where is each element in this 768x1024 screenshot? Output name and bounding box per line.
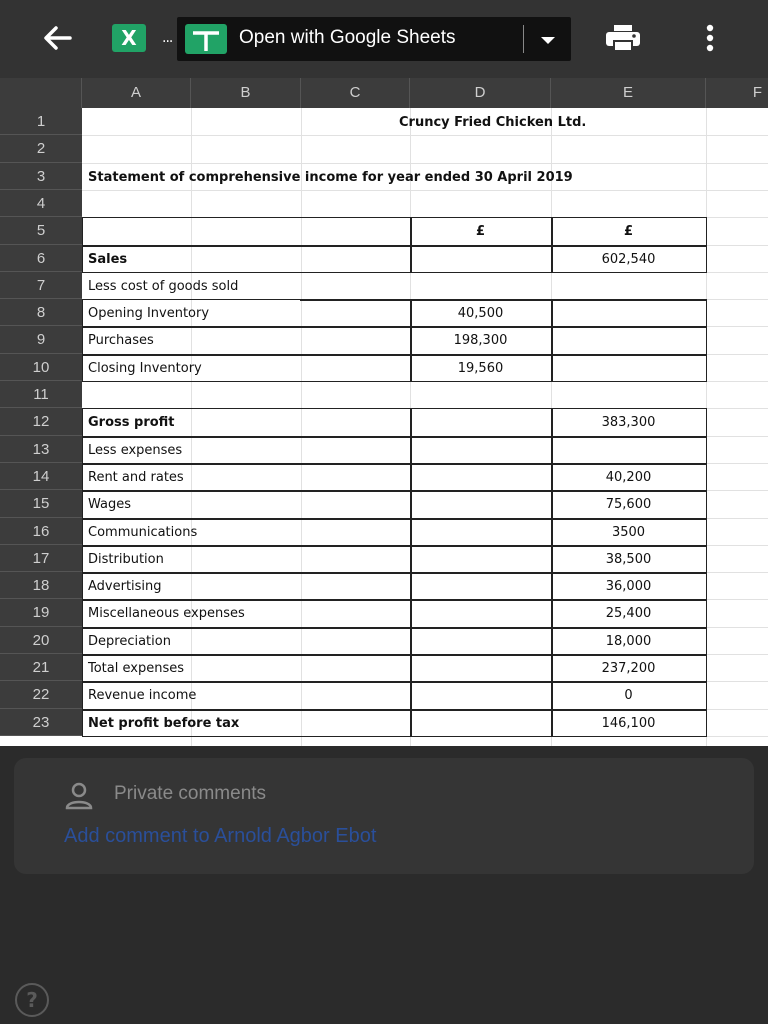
table-border	[82, 518, 706, 520]
corner-cell	[0, 78, 82, 108]
line-label-cell[interactable]: Opening Inventory	[88, 306, 210, 321]
amount-cell-e[interactable]: 383,300	[601, 415, 656, 430]
row-header[interactable]: 21	[0, 654, 82, 681]
line-label-cell[interactable]: Gross profit	[88, 415, 175, 430]
amount-cell-e[interactable]: 0	[624, 688, 633, 703]
back-arrow-icon[interactable]	[40, 22, 76, 54]
line-label-cell[interactable]: Purchases	[88, 333, 154, 348]
row-header[interactable]: 11	[0, 381, 82, 408]
table-border	[82, 545, 706, 547]
spreadsheet	[0, 78, 768, 746]
row-header[interactable]: 19	[0, 599, 82, 627]
table-border	[82, 654, 706, 656]
table-border	[82, 572, 706, 574]
amount-cell-e[interactable]: 237,200	[601, 661, 656, 676]
open-with-label: Open with Google Sheets	[239, 27, 456, 48]
table-border	[82, 245, 706, 247]
private-comments-label: Private comments	[114, 783, 267, 804]
currency-header-e[interactable]: £	[623, 224, 634, 239]
line-label-cell[interactable]: Total expenses	[88, 661, 184, 676]
row-header[interactable]: 18	[0, 572, 82, 599]
row-header[interactable]: 16	[0, 518, 82, 545]
row-header[interactable]: 17	[0, 545, 82, 572]
row-header[interactable]: 6	[0, 245, 82, 272]
column-header-a[interactable]: A	[82, 78, 191, 108]
row-header[interactable]: 8	[0, 299, 82, 326]
print-icon[interactable]	[603, 22, 643, 54]
line-label-cell[interactable]: Rent and rates	[88, 470, 184, 485]
line-label-cell[interactable]: Depreciation	[88, 634, 171, 649]
row-header[interactable]: 23	[0, 709, 82, 736]
line-label-cell[interactable]: Wages	[88, 497, 132, 512]
line-label-cell[interactable]: Less cost of goods sold	[88, 279, 239, 294]
table-border	[82, 463, 706, 465]
table-border	[82, 490, 706, 492]
table-border	[410, 217, 412, 272]
row-header[interactable]: 15	[0, 490, 82, 518]
amount-cell-e[interactable]: 75,600	[605, 497, 652, 512]
top-toolbar	[0, 0, 768, 78]
line-label-cell[interactable]: Communications	[88, 525, 198, 540]
row-header[interactable]: 4	[0, 190, 82, 217]
table-border	[82, 599, 706, 601]
table-border	[551, 299, 553, 381]
row-header[interactable]: 9	[0, 326, 82, 354]
column-header-c[interactable]: C	[301, 78, 410, 108]
amount-cell-e[interactable]: 40,200	[605, 470, 652, 485]
currency-header-d[interactable]: £	[475, 224, 486, 239]
amount-cell-e[interactable]: 25,400	[605, 606, 652, 621]
table-border	[82, 627, 706, 629]
amount-cell-e[interactable]: 602,540	[601, 252, 656, 267]
row-header[interactable]: 22	[0, 681, 82, 709]
line-label-cell[interactable]: Revenue income	[88, 688, 197, 703]
help-icon[interactable]: ?	[15, 983, 49, 1017]
table-border	[410, 299, 412, 381]
row-header[interactable]: 2	[0, 135, 82, 163]
table-border	[82, 299, 707, 382]
amount-cell-d[interactable]: 198,300	[453, 333, 508, 348]
google-sheets-icon	[185, 24, 227, 54]
row-header[interactable]: 10	[0, 354, 82, 381]
table-border	[82, 681, 706, 683]
open-with-google-sheets-button[interactable]	[177, 17, 571, 61]
row-header[interactable]: 14	[0, 463, 82, 490]
column-header-e[interactable]: E	[551, 78, 706, 108]
statement-title-cell[interactable]: Statement of comprehensive income for year ended 30 April 2019	[88, 170, 573, 185]
table-border	[82, 436, 706, 438]
amount-cell-e[interactable]: 146,100	[601, 716, 656, 731]
line-label-cell[interactable]: Less expenses	[88, 443, 183, 458]
amount-cell-d[interactable]: 19,560	[457, 361, 504, 376]
line-label-cell[interactable]: Advertising	[88, 579, 162, 594]
column-header-bar	[0, 78, 768, 108]
row-header[interactable]: 7	[0, 272, 82, 299]
row-header[interactable]: 12	[0, 408, 82, 436]
table-border	[82, 354, 706, 356]
amount-cell-e[interactable]: 38,500	[605, 552, 652, 567]
table-border	[82, 326, 706, 328]
ellipsis: ...	[162, 30, 173, 46]
comments-panel	[14, 758, 754, 874]
more-vert-icon[interactable]	[698, 22, 722, 54]
line-label-cell[interactable]: Closing Inventory	[88, 361, 202, 376]
line-label-cell[interactable]: Distribution	[88, 552, 164, 567]
gridline	[82, 190, 768, 191]
column-header-b[interactable]: B	[191, 78, 301, 108]
company-title-cell[interactable]: Cruncy Fried Chicken Ltd.	[399, 115, 587, 130]
row-header[interactable]: 3	[0, 163, 82, 190]
excel-file-icon: X	[112, 24, 146, 52]
button-divider	[523, 25, 524, 53]
line-label-cell[interactable]: Miscellaneous expenses	[88, 606, 245, 621]
line-label-cell[interactable]: Net profit before tax	[88, 716, 240, 731]
amount-cell-e[interactable]: 3500	[611, 525, 646, 540]
table-border	[82, 709, 706, 711]
person-icon	[64, 782, 94, 810]
row-header[interactable]: 5	[0, 217, 82, 245]
line-label-cell[interactable]: Sales	[88, 252, 128, 267]
amount-cell-e[interactable]: 18,000	[605, 634, 652, 649]
amount-cell-d[interactable]: 40,500	[457, 306, 504, 321]
row-header[interactable]: 20	[0, 627, 82, 654]
column-header-d[interactable]: D	[410, 78, 551, 108]
table-border	[551, 217, 553, 272]
add-comment-link[interactable]: Add comment to Arnold Agbor Ebot	[64, 825, 377, 847]
gridline	[82, 135, 768, 136]
chevron-down-icon[interactable]	[533, 25, 563, 53]
amount-cell-e[interactable]: 36,000	[605, 579, 652, 594]
row-header[interactable]: 1	[0, 108, 82, 135]
row-header[interactable]: 13	[0, 436, 82, 463]
column-header-f[interactable]: F	[752, 84, 762, 101]
